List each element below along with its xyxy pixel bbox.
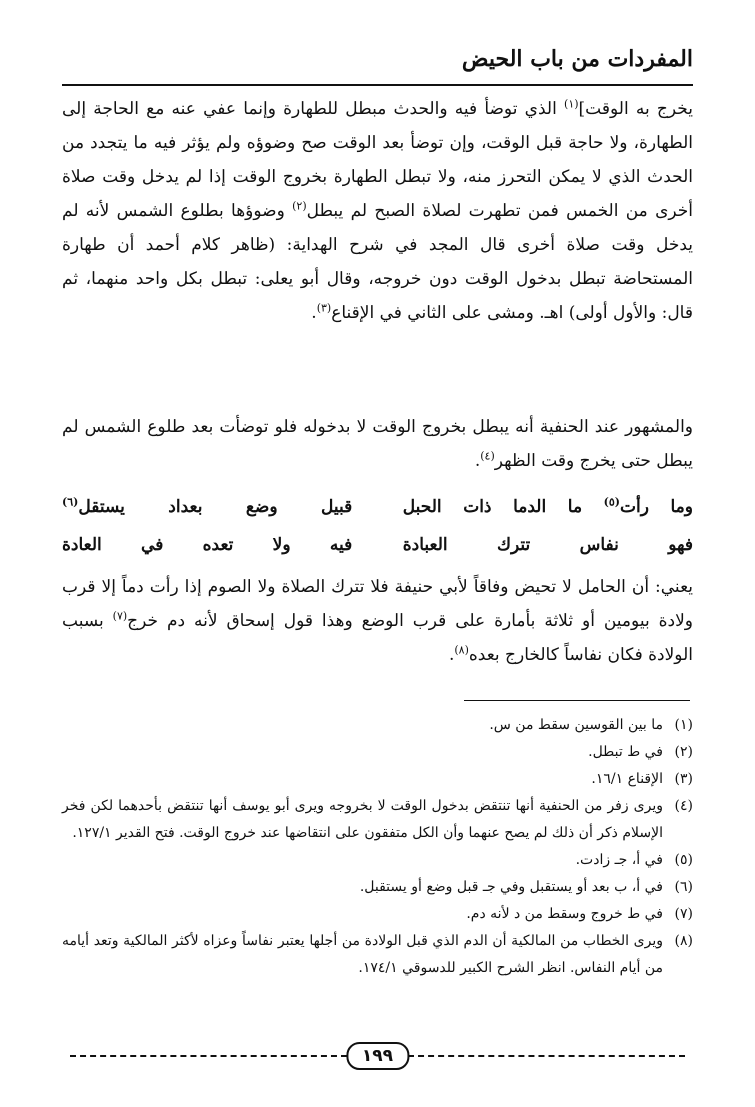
- footnote-text: في ط تبطل.: [588, 744, 663, 760]
- footnote-ref-3[interactable]: (٣): [316, 301, 332, 315]
- footnote-text: في أ، جـ زادت.: [575, 852, 663, 868]
- page-number: ١٩٩: [346, 1042, 409, 1070]
- verse-1: [62, 488, 693, 526]
- footnote-ref-7[interactable]: (٧): [112, 609, 128, 623]
- footnote-item: [62, 847, 693, 874]
- footnote-item: [62, 766, 693, 793]
- footnote-text: ويرى الخطاب من المالكية أن الدم الذي قبل الولادة من أجلها يعتبر نفاساً وعزاه لأكثر المالكية وتعد أيامه من أيام النفاس. انظر الشرح الكبير للدسوقي ١٧٤/١.: [62, 933, 663, 976]
- footnote-number: (٤): [674, 798, 693, 814]
- verse-1-first-text-b: ما الدما ذات الحبل: [402, 497, 604, 517]
- paragraph-3: [62, 570, 693, 672]
- paragraph-2-text-b: .: [474, 451, 481, 471]
- footnote-ref-5[interactable]: (٥): [603, 495, 620, 509]
- paragraph-3-text-a: يعني: أن الحامل لا تحيض وفاقاً لأبي حنيفة فلا تترك الصلاة ولا الصوم إذا رأت دماً إلا قرب ولادة بيومين أو ثلاثة بأمارة على قرب الوضع وهذا قول إسحاق لأنه دم خرج: [62, 577, 693, 631]
- footer-dashed-rule-right: [408, 1055, 685, 1057]
- footnote-number: (٨): [674, 933, 693, 949]
- paragraph-2: [62, 410, 693, 478]
- footnote-item: [62, 712, 693, 739]
- footnote-item: [62, 874, 693, 901]
- paragraph-1: [62, 92, 693, 330]
- footer-dashed-rule-left: [70, 1055, 347, 1057]
- paragraph-1-text-d: .: [311, 303, 317, 323]
- footnote-separator: [464, 700, 690, 701]
- footnote-text: في ط خروج وسقط من د لأنه دم.: [466, 906, 663, 922]
- footnote-number: (٣): [674, 771, 693, 787]
- verse-2-second-hemistich: فيه ولا تعده في العادة: [62, 535, 353, 555]
- paragraph-1-text-c: وضوؤها بطلوع الشمس لأنه لم يدخل وقت صلاة أخرى قال المجد في شرح الهداية: (ظاهر كلام أحمد أن طهارة المستحاضة تبطل بدخول الوقت دون خروجه، وقال أبو يعلى: تبطل بكل واحد منهما، ثم قال: والأول أولى) اهـ. ومشى على الثاني في الإقناع: [62, 201, 693, 323]
- paragraph-3-text-b: بسبب الولادة فكان نفاساً كالخارج بعده: [62, 611, 693, 665]
- footnote-number: (٧): [674, 906, 693, 922]
- footnote-number: (٦): [674, 879, 693, 895]
- footnote-item: [62, 739, 693, 766]
- verse-1-second-hemistich: [62, 488, 352, 526]
- verse-2: [62, 526, 693, 564]
- footnote-item: [62, 901, 693, 928]
- paragraph-1-text-a: يخرج به الوقت]: [578, 99, 693, 119]
- footnote-ref-2[interactable]: (٢): [292, 199, 307, 213]
- footnote-ref-6[interactable]: (٦): [62, 495, 79, 509]
- verse-1-first-text-a: وما رأت: [619, 497, 693, 517]
- running-title: المفردات من باب الحيض: [461, 46, 693, 72]
- paragraph-2-text-a: والمشهور عند الحنفية أنه يبطل بخروج الوقت لا بدخوله فلو توضأت بعد طلوع الشمس لم يبطل حتى يخرج وقت الظهر: [62, 417, 693, 471]
- footnote-number: (٢): [674, 744, 693, 760]
- paragraph-3-text-c: .: [448, 645, 455, 665]
- footnote-text: في أ، ب بعد أو يستقبل وفي جـ قبل وضع أو يستقبل.: [359, 879, 663, 895]
- poem-block: [62, 488, 693, 564]
- footnote-ref-1[interactable]: (١): [564, 97, 579, 111]
- verse-1-second-text: قبيل وضع بعداد يستقل: [78, 497, 353, 517]
- footnote-item: [62, 793, 693, 847]
- page-footer: [70, 1044, 685, 1068]
- verse-1-first-hemistich: [403, 488, 693, 526]
- footnotes-list: [62, 712, 693, 982]
- verse-2-first-hemistich: فهو نفاس تترك العبادة: [402, 535, 693, 555]
- footnote-number: (٥): [674, 852, 693, 868]
- paragraph-1-text-b: الذي توضأ فيه والحدث مبطل للطهارة وإنما عفي عنه مع الحاجة إلى الطهارة، ولا حاجة قبل الوقت، وإن توضأ بعد الوقت صح وضوؤه ولم يؤثر فيه ما يتجدد من الحدث الذي لا يمكن التحرز منه، ولا تبطل الطهارة بخروج الوقت إذا لم يدخل وقت صلاة أخرى من الخمس فمن تطهرت لصلاة الصبح لم يبطل: [62, 99, 693, 221]
- footnote-text: ما بين القوسين سقط من س.: [489, 717, 663, 733]
- page-header: [62, 44, 693, 86]
- footnote-ref-4[interactable]: (٤): [480, 449, 495, 463]
- footnote-item: [62, 928, 693, 982]
- footnote-ref-8[interactable]: (٨): [454, 643, 469, 657]
- footnote-text: ويرى زفر من الحنفية أنها تنتقض بدخول الوقت لا بخروجه ويرى أبو يوسف أنها تنتقض بأحدهما لكن فخر الإسلام ذكر أن ذلك لم يصح عنهما وأن الكل متفقون على انتقاضها عند خروج الوقت. فتح القدير ١٢٧/١.: [62, 798, 663, 841]
- footnote-text: الإقناع ١٦/١.: [591, 771, 663, 787]
- footnote-number: (١): [674, 717, 693, 733]
